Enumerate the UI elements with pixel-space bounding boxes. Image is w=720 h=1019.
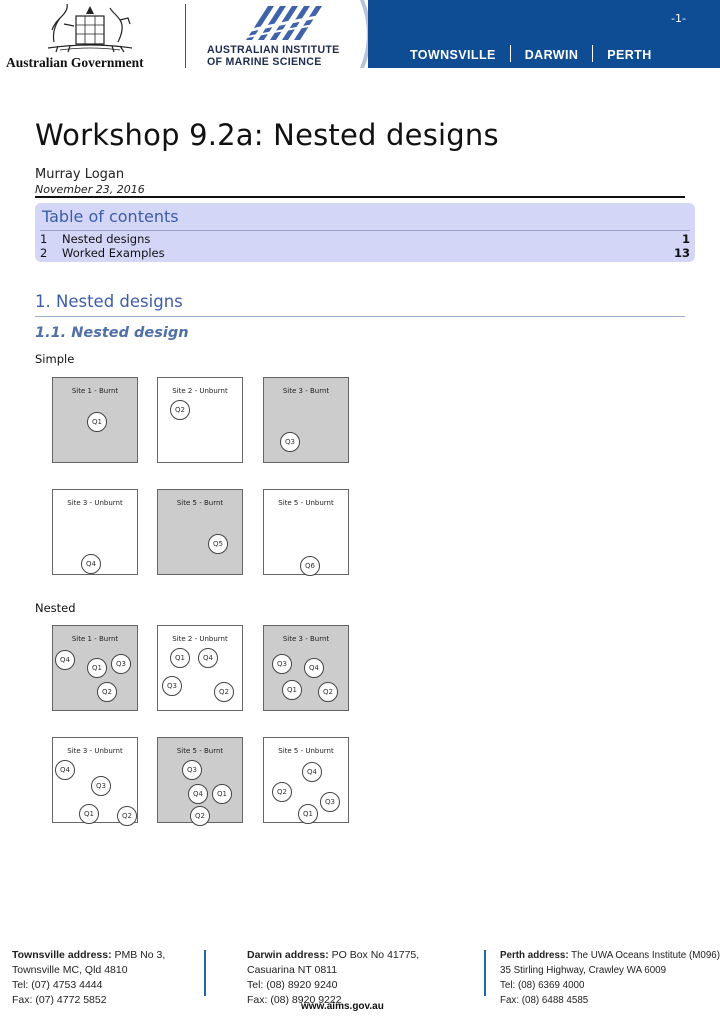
quadrat-circle: Q4 <box>81 554 101 574</box>
quadrat-circle: Q1 <box>79 804 99 824</box>
table-of-contents <box>35 203 695 262</box>
townsville-label: Townsville address: <box>12 949 112 961</box>
toc-item-number: 1 <box>40 232 48 246</box>
aims-name-line1: AUSTRALIAN INSTITUTE <box>207 44 340 56</box>
site-box <box>52 377 138 463</box>
quadrat-circle: Q4 <box>55 760 75 780</box>
simple-design-label: Simple <box>35 352 75 366</box>
site-label: Site 1 - Burnt <box>71 387 119 395</box>
townsville-fax: Fax: (07) 4772 5852 <box>12 994 107 1006</box>
site-label: Site 5 - Burnt <box>176 499 224 507</box>
toc-item[interactable] <box>40 232 690 246</box>
author: Murray Logan <box>35 167 125 182</box>
page-number: -1- <box>671 12 686 25</box>
site-box <box>263 377 349 463</box>
gov-name: Australian Government <box>6 55 144 70</box>
quadrat-circle: Q1 <box>282 680 302 700</box>
site-label: Site 2 - Unburnt <box>172 635 228 643</box>
toc-title: Table of contents <box>42 207 179 226</box>
quadrat-circle: Q3 <box>111 654 131 674</box>
site-box <box>52 625 138 711</box>
quadrat-circle: Q4 <box>188 784 208 804</box>
aims-logo-icon <box>238 2 338 44</box>
site-box <box>157 377 243 463</box>
city-darwin: DARWIN <box>524 47 579 62</box>
quadrat-circle: Q4 <box>304 658 324 678</box>
quadrat-circle: Q2 <box>97 682 117 702</box>
australian-government-logo <box>0 0 185 74</box>
city-townsville: TOWNSVILLE <box>410 47 496 62</box>
quadrat-circle: Q3 <box>320 792 340 812</box>
site-box <box>263 737 349 823</box>
toc-item-page[interactable]: 1 <box>681 232 690 246</box>
townsville-line1: PMB No 3, <box>114 949 166 961</box>
city-perth: PERTH <box>607 47 652 62</box>
quadrat-circle: Q1 <box>87 412 107 432</box>
footer-darwin <box>247 948 419 1008</box>
site-box <box>263 625 349 711</box>
quadrat-circle: Q2 <box>272 782 292 802</box>
subsection-heading: 1.1. Nested design <box>35 325 189 341</box>
darwin-fax: Fax: (08) 8920 9222 <box>247 994 342 1006</box>
header-divider <box>185 4 186 68</box>
toc-item[interactable] <box>40 246 690 260</box>
townsville-line2: Townsville MC, Qld 4810 <box>12 964 128 976</box>
date: November 23, 2016 <box>35 183 145 196</box>
city-list <box>410 47 652 64</box>
quadrat-circle: Q3 <box>91 776 111 796</box>
quadrat-circle: Q1 <box>170 648 190 668</box>
website-link[interactable]: www.aims.gov.au <box>301 1001 384 1012</box>
quadrat-circle: Q4 <box>55 650 75 670</box>
site-box <box>157 737 243 823</box>
darwin-tel: Tel: (08) 8920 9240 <box>247 979 338 991</box>
page-title: Workshop 9.2a: Nested designs <box>35 118 499 152</box>
quadrat-circle: Q3 <box>162 676 182 696</box>
site-label: Site 5 - Burnt <box>176 747 224 755</box>
quadrat-circle: Q5 <box>208 534 228 554</box>
quadrat-circle: Q4 <box>198 648 218 668</box>
site-label: Site 5 - Unburnt <box>278 499 334 507</box>
page-header <box>0 0 720 74</box>
site-label: Site 3 - Unburnt <box>67 747 123 755</box>
site-box <box>263 489 349 575</box>
toc-divider <box>40 230 690 231</box>
quadrat-circle: Q2 <box>170 400 190 420</box>
quadrat-circle: Q3 <box>272 654 292 674</box>
quadrat-circle: Q1 <box>298 804 318 824</box>
quadrat-circle: Q3 <box>280 432 300 452</box>
townsville-tel: Tel: (07) 4753 4444 <box>12 979 103 991</box>
footer-divider <box>484 950 486 996</box>
site-box <box>52 489 138 575</box>
perth-line2: 35 Stirling Highway, Crawley WA 6009 <box>500 965 667 976</box>
site-label: Site 3 - Burnt <box>282 635 330 643</box>
footer-divider <box>204 950 206 996</box>
toc-item-number: 2 <box>40 246 48 260</box>
site-box <box>157 489 243 575</box>
site-label: Site 2 - Unburnt <box>172 387 228 395</box>
quadrat-circle: Q4 <box>302 762 322 782</box>
perth-label: Perth address: <box>500 950 569 961</box>
site-label: Site 3 - Unburnt <box>67 499 123 507</box>
darwin-line1: PO Box No 41775, <box>331 949 420 961</box>
site-box <box>157 625 243 711</box>
section-heading: 1. Nested designs <box>35 292 183 311</box>
section-rule <box>35 316 685 317</box>
quadrat-circle: Q3 <box>182 760 202 780</box>
perth-tel: Tel: (08) 6369 4000 <box>500 980 585 991</box>
darwin-line2: Casuarina NT 0811 <box>247 964 338 976</box>
site-label: Site 1 - Burnt <box>71 635 119 643</box>
quadrat-circle: Q2 <box>117 806 137 826</box>
site-box <box>52 737 138 823</box>
quadrat-circle: Q2 <box>190 806 210 826</box>
aims-name-line2: OF MARINE SCIENCE <box>207 56 322 68</box>
nested-design-label: Nested <box>35 601 76 615</box>
quadrat-circle: Q1 <box>87 658 107 678</box>
aims-name <box>207 44 340 68</box>
title-rule <box>35 196 685 198</box>
quadrat-circle: Q2 <box>214 682 234 702</box>
site-label: Site 5 - Unburnt <box>278 747 334 755</box>
coat-of-arms-icon <box>40 2 140 54</box>
quadrat-circle: Q1 <box>212 784 232 804</box>
toc-item-page[interactable]: 13 <box>673 246 690 260</box>
darwin-label: Darwin address: <box>247 949 329 961</box>
toc-item-label[interactable]: Nested designs <box>62 232 151 246</box>
toc-item-label[interactable]: Worked Examples <box>62 246 165 260</box>
perth-fax: Fax: (08) 6488 4585 <box>500 995 589 1006</box>
perth-line1: The UWA Oceans Institute (M096) <box>571 950 720 961</box>
site-label: Site 3 - Burnt <box>282 387 330 395</box>
footer-townsville <box>12 948 165 1008</box>
quadrat-circle: Q6 <box>300 556 320 576</box>
quadrat-circle: Q2 <box>318 682 338 702</box>
footer-perth <box>500 948 720 1008</box>
